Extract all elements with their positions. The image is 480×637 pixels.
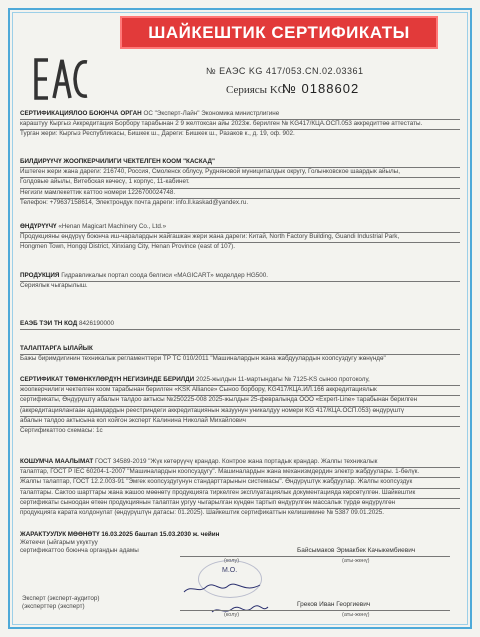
series-number: № 0188602: [282, 81, 360, 96]
manufacturer-section: [20, 223, 460, 252]
manufacturer-address-2: Hongmen Town, Hongqi District, Xinxiang City, Henan Province (east of 107).: [20, 242, 460, 251]
additional-text-6: продукцияга карата колдонулат (өндүрүштүн датасы: 01.2025). Шайкештик сертификаттын келишимине № 5387 09.01.2025.: [20, 508, 460, 517]
validity-label: ЖАРАКТУУЛУК МӨӨНӨТҮ: [20, 531, 100, 538]
head-signature: [182, 582, 262, 596]
eac-logo: [32, 56, 90, 102]
code-section: [20, 320, 460, 330]
validity-from: 16.03.2025: [101, 531, 133, 538]
requirements-section: [20, 345, 460, 363]
additional-text-5: сертификаты сыноодан өткөн продукциянын талаптан ургуу чыгарылган күндөн тартып өндүрүлгөн массалык түрдө өндүрүлгөн: [20, 498, 460, 507]
seal-label: М.О.: [222, 567, 238, 574]
basis-scheme: Сертификаттоо схемасы: 1с: [20, 426, 460, 435]
additional-text-2: талаптар, ГОСТ Р IEC 60204-1-2007 "Машиналардын коопсуздугу". Машиналардын жана механизмдердин электр жабдуулары. 1-бөлүк.: [20, 467, 460, 476]
expert-sign-caption: (колу): [224, 612, 240, 618]
expert-label-1: Эксперт (эксперт-аудитор): [22, 595, 100, 602]
expert-name-caption: (аты-жөнү): [342, 612, 370, 618]
requirements-label: ТАЛАПТАРГА ЫЛАЙЫК: [20, 345, 93, 352]
validity-to: 15.03.2030: [159, 531, 191, 538]
applicant-label: БИЛДИРҮҮЧҮ ЖООПКЕРЧИЛИГИ ЧЕКТЕЛГЕН КООМ "КАСКАД": [20, 158, 215, 165]
product-label: ПРОДУКЦИЯ: [20, 272, 60, 279]
title-banner: [120, 16, 438, 49]
additional-text-4: талаптары. Сактоо шарттары жана жашоо мөөнөтү продукцияга тиркелген эксплуатациялык документацияда көрсөтүлгөн. Шайкештик: [20, 488, 460, 497]
basis-text-5: абалын талдоо актысына кол койгон эксперт Калинина Николай Михайлович: [20, 416, 460, 425]
basis-text-1: 2025-жылдын 11-мартындагы № 7125-KS сыноо протоколу,: [195, 376, 370, 383]
product-section: [20, 272, 460, 290]
basis-text-3: сертификаты, Өндүрүштү абалын талдоо актысы №250225-008 2025-жылдын 25-февралында ООО «Expert-Line» тарабынан берилген: [20, 395, 460, 404]
basis-section: [20, 376, 460, 435]
product-serial: Сериялык чыгарылыш.: [20, 281, 460, 290]
applicant-contacts: Телефон: +79637158614, Электрондук почта дареги: info.ll.kaskad@yandex.ru.: [20, 198, 460, 207]
manufacturer-name: «Henan Magicart Machinery Co., Ltd.»: [58, 223, 167, 230]
head-sign-caption: (колу): [224, 558, 240, 564]
additional-info-section: [20, 458, 460, 517]
applicant-address-1: Иштеген жери жана дареги: 216740, Россия, Смоленск облусу, Рудняновой муниципалдык округу, Голынковское шаардык айылы,: [20, 167, 460, 176]
manufacturer-address-1: Продукцияны өндүрүү боюнча иш-чаралардын жайгашкан жери жана дареги: Китай, North Factory Building, Guandi Industrial Park,: [20, 232, 460, 241]
basis-label: СЕРТИФИКАТ ТӨМӨНКҮЛӨРДҮН НЕГИЗИНДЕ БЕРИЛДИ: [20, 376, 195, 383]
requirements-text: Бажы биримдигинин техникалык регламенттери ТР ТС 010/2011 "Машиналардын жана жабдуулардын коопсуздугу жөнүндө": [20, 354, 460, 363]
head-name: Байсымаков Эрмакбек Качыкембиевич: [297, 547, 416, 554]
basis-text-4: (аккредитациялангаан адамдардын реестриндеги аккредитациянын жазуунун уникалдуу номери KG 417/КЦА.ОСП.053) өндүрүштү: [20, 406, 460, 415]
basis-text-2: жоопкерчилиги чектелген коом тарабынан берилген «KSK Alliance» Сыноо борбору, KG417/КЦА.ИЛ.166 аккредитациялык: [20, 385, 460, 394]
applicant-section: [20, 158, 460, 207]
product-description: Гидравликалык портал соода белгиси «MAGICART» моделдер HG500.: [61, 272, 269, 279]
head-label-2: сертификаттоо боюнча органдын адамы: [20, 547, 139, 555]
validity-to-suffix: ж. чейин: [192, 531, 220, 538]
head-name-caption: (аты-жөнү): [342, 558, 370, 564]
certification-body-label: СЕРТИФИКАЦИЯЛОО БОЮНЧА ОРГАН: [20, 110, 142, 117]
validity-from-suffix: баштап: [134, 531, 158, 538]
applicant-registration: Негизги мамлекеттик каттоо номери 1226700024748.: [20, 188, 460, 197]
certification-body-address: Турган жери: Кыргыз Республикасы, Бишкек ш., Дареги: Бишкек ш., Разаков к., д. 19, оф. 902.: [20, 129, 460, 138]
code-value: 8426190000: [79, 320, 115, 327]
certification-body-section: [20, 110, 460, 139]
additional-text-3: Жалпы талаптар, ГОСТ 12.2.003-91 "Эмгек коопсуздугунун стандарттарынын системасы". Өндүрүштүк жабдуулар. Жалпы коопсуздук: [20, 477, 460, 486]
applicant-address-2: Голдовые айылы, Витебская көчөсү, 1 корпус, 11-кабинет.: [20, 177, 460, 186]
manufacturer-label: ӨНДҮРҮҮЧҮ: [20, 223, 57, 230]
expert-name: Греков Иван Георгиевич: [297, 601, 371, 608]
additional-label: КОШУМЧА МААЛЫМАТ: [20, 458, 94, 465]
code-label: ЕАЭБ ТЭИ ТН КОД: [20, 320, 78, 327]
certificate-title: ШАЙКЕШТИК СЕРТИФИКАТЫ: [148, 23, 410, 42]
series-label: Сериясы KG: [226, 84, 286, 96]
expert-label-2: (эксперттер (эксперт): [22, 603, 85, 610]
certificate-number: № ЕАЭС KG 417/053.CN.02.03361: [206, 66, 364, 76]
certification-body-text: ОС "Эксперт-Лайн" Экономика министрлигине: [143, 110, 280, 117]
head-label-1: Жетекчи (ыйгарым укуктуу: [20, 539, 98, 547]
additional-text-1: ГОСТ 34589-2019 "Жүк көтөрүүчү крандар. Контрое жана портадык крандар. Жалпы техникалык: [95, 458, 378, 465]
certification-body-accreditation: караштуу Кыргыз Аккредитация Борбору тарабынан 2 9 желтоксан айы 2023ж. берилген № KG417/КЦА.ОСП.053 аккредиттөө аттестаты.: [20, 119, 460, 128]
